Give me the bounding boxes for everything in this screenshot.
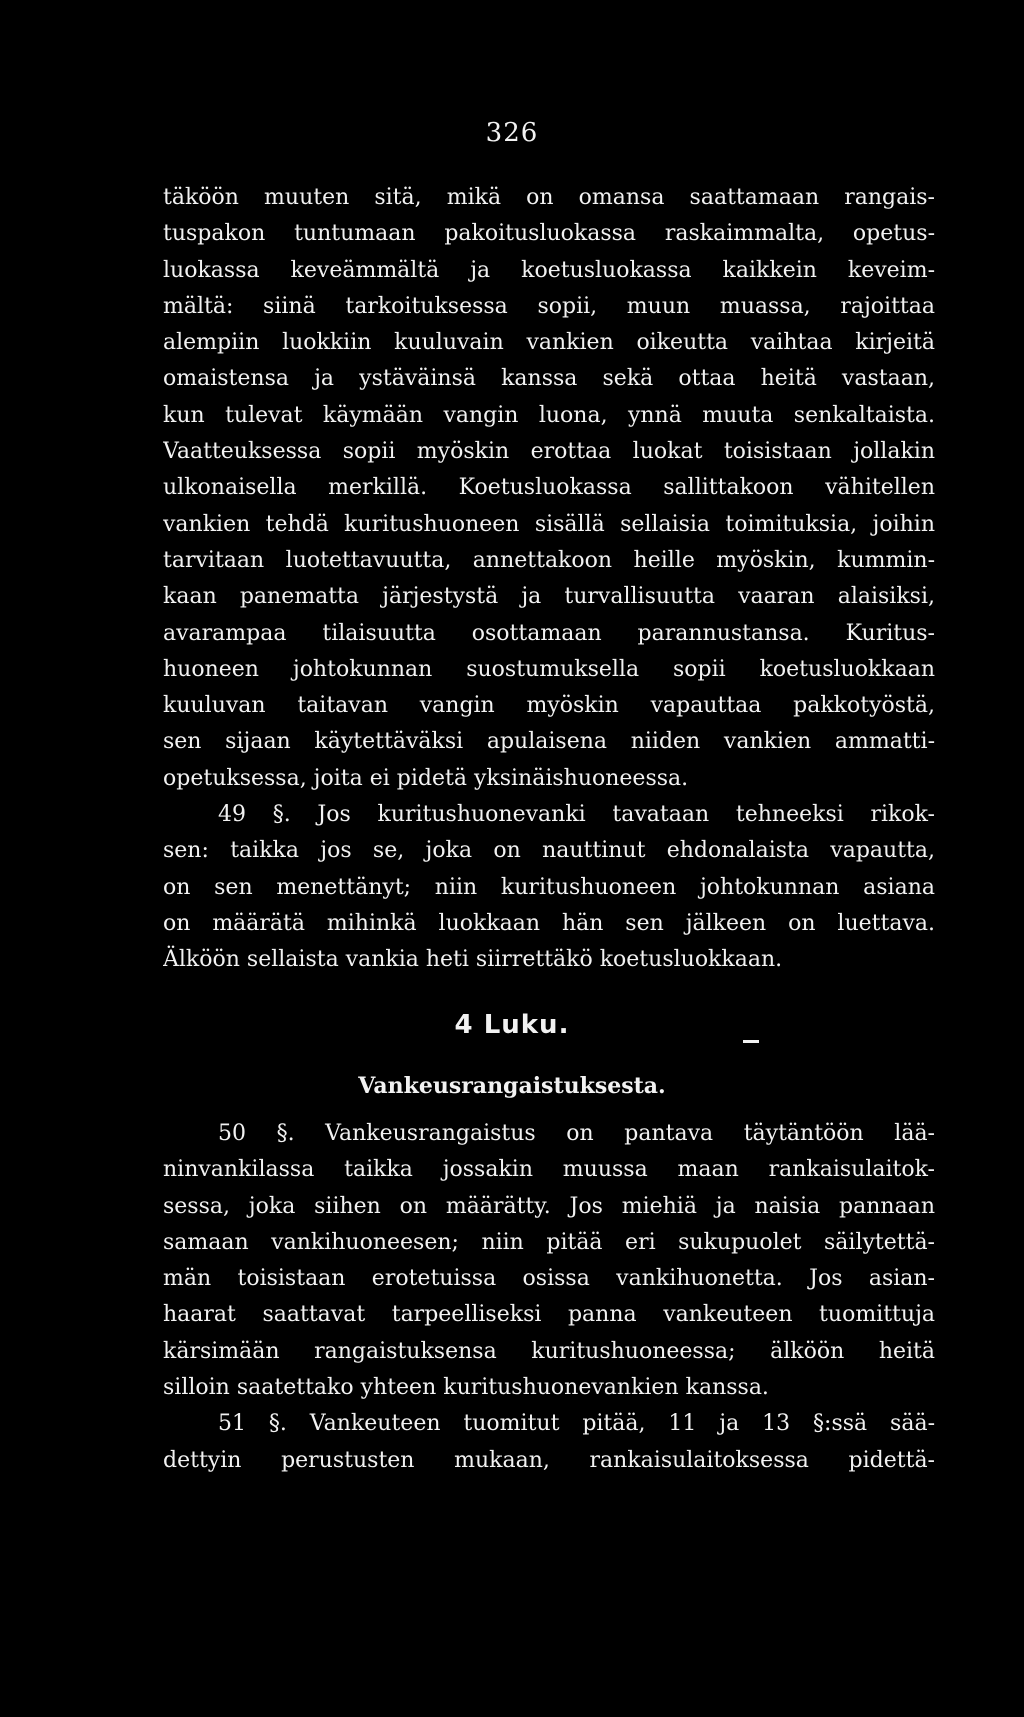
- text-line: silloin saatettako yhteen kuritushuonevankien kanssa.: [163, 1375, 769, 1401]
- text-line: on määrätä mihinkä luokkaan hän sen jälkeen on luettava.: [163, 910, 935, 936]
- text-line: huoneen johtokunnan suostumuksella sopii koetusluokkaan: [163, 656, 935, 682]
- text-line: män toisistaan erotetuissa osissa vankihuonetta. Jos asian-: [163, 1266, 935, 1292]
- text-line: kaan panematta järjestystä ja turvallisuutta vaaran alaisiksi,: [163, 584, 935, 610]
- text-line: Älköön sellaista vankia heti siirrettäkö koetusluokkaan.: [163, 947, 783, 973]
- text-line: täköön muuten sitä, mikä on omansa saattamaan rangais-: [163, 185, 935, 210]
- text-line: dettyin perustusten mukaan, rankaisulaitoksessa pidettä-: [163, 1447, 935, 1473]
- text-line: omaistensa ja ystäväinsä kanssa sekä ottaa heitä vastaan,: [163, 366, 935, 392]
- text-line: Vaatteuksessa sopii myöskin erottaa luokat toisistaan jollakin: [163, 439, 935, 465]
- section-text-top: [163, 180, 935, 979]
- text-line: kuuluvan taitavan vangin myöskin vapauttaa pakkotyöstä,: [163, 693, 935, 719]
- text-line: sessa, joka siihen on määrätty. Jos miehiä ja naisia pannaan: [163, 1193, 935, 1219]
- text-line: samaan vankihuoneesen; niin pitää eri sukupuolet säilytettä-: [163, 1229, 935, 1255]
- text-line: mältä: siinä tarkoituksessa sopii, muun muassa, rajoittaa: [163, 293, 935, 319]
- text-line: alempiin luokkiin kuuluvain vankien oikeutta vaihtaa kirjeitä: [163, 330, 935, 356]
- text-line: ninvankilassa taikka jossakin muussa maan rankaisulaitok-: [163, 1157, 935, 1183]
- chapter-title: Vankeusrangaistuksesta.: [358, 1073, 666, 1099]
- paragraph-51-start: 51 §. Vankeuteen tuomitut pitää, 11 ja 13 §:ssä sää-: [218, 1411, 935, 1437]
- text-line: vankien tehdä kuritushuoneen sisällä sellaisia toimituksia, joihin: [163, 511, 935, 537]
- text-line: tarvitaan luotettavuutta, annettakoon heille myöskin, kummin-: [163, 547, 935, 573]
- page-number: 326: [485, 118, 539, 148]
- paragraph-50-start: 50 §. Vankeusrangaistus on pantava täytäntöön lää-: [218, 1121, 935, 1146]
- text-line: opetuksessa, joita ei pidetä yksinäishuoneessa.: [163, 765, 689, 791]
- chapter-heading: 4 Luku.: [454, 1010, 570, 1040]
- section-text-bottom: [163, 1116, 935, 1479]
- text-line: luokassa keveämmältä ja koetusluokassa kaikkein keveim-: [163, 257, 935, 283]
- text-line: sen: taikka jos se, joka on nauttinut ehdonalaista vapautta,: [163, 838, 935, 864]
- text-line: haarat saattavat tarpeelliseksi panna vankeuteen tuomittuja: [163, 1302, 935, 1328]
- text-line: on sen menettänyt; niin kuritushuoneen johtokunnan asiana: [163, 874, 935, 900]
- text-line: avarampaa tilaisuutta osottamaan parannustansa. Kuritus-: [163, 620, 935, 646]
- text-line: kun tulevat käymään vangin luona, ynnä muuta senkaltaista.: [163, 402, 935, 428]
- text-line: ulkonaisella merkillä. Koetusluokassa sallittakoon vähitellen: [163, 475, 935, 501]
- text-line: tuspakon tuntumaan pakoitusluokassa raskaimmalta, opetus-: [163, 221, 935, 247]
- paragraph-49-start: 49 §. Jos kuritushuonevanki tavataan tehneeksi rikok-: [218, 802, 935, 828]
- text-line: sen sijaan käytettäväksi apulaisena niiden vankien ammatti-: [163, 729, 935, 755]
- dash-mark: [743, 1040, 759, 1043]
- text-line: kärsimään rangaistuksensa kuritushuoneessa; älköön heitä: [163, 1338, 935, 1364]
